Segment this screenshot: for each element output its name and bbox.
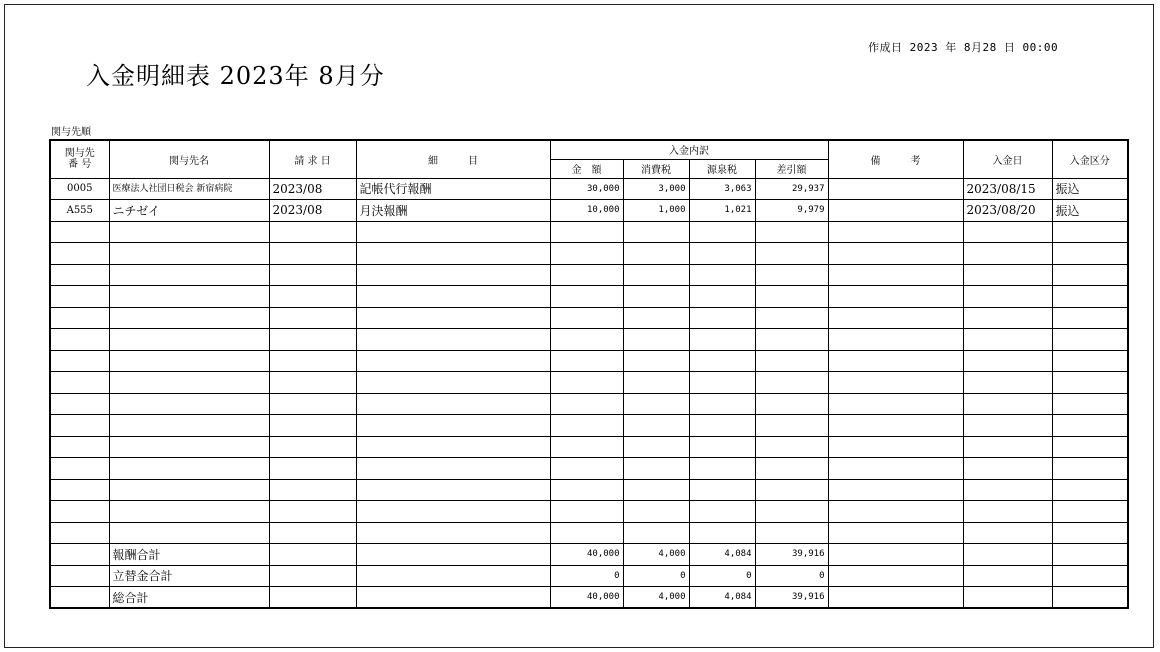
client-no: 0005 (50, 178, 109, 200)
col-client-no: 関与先 番 号 (50, 140, 109, 178)
created-datetime: 作成日 2023 年 8月28 日 00:00 (868, 41, 1059, 54)
total-label: 総合計 (109, 587, 269, 609)
col-item: 細 目 (356, 140, 550, 178)
empty-row (50, 436, 1128, 458)
pay-date: 2023/08/15 (963, 178, 1052, 200)
remarks (828, 200, 963, 222)
total-tax: 4,000 (623, 587, 689, 609)
sort-order-label: 関与先順 (51, 127, 91, 138)
total-withholding: 0 (689, 565, 755, 587)
col-breakdown: 入金内訳 (550, 140, 828, 159)
remarks (828, 178, 963, 200)
total-tax: 4,000 (623, 544, 689, 566)
total-label: 報酬合計 (109, 544, 269, 566)
bill-date: 2023/08 (269, 200, 356, 222)
item: 記帳代行報酬 (356, 178, 550, 200)
empty-row (50, 286, 1128, 308)
net: 9,979 (755, 200, 828, 222)
payment-detail-table (49, 139, 1129, 609)
total-row (50, 544, 1128, 566)
empty-row (50, 415, 1128, 437)
col-net: 差引額 (755, 159, 828, 178)
table-row (50, 178, 1128, 200)
bill-date: 2023/08 (269, 178, 356, 200)
total-amount: 40,000 (550, 587, 623, 609)
total-label: 立替金合計 (109, 565, 269, 587)
empty-row (50, 350, 1128, 372)
withholding: 3,063 (689, 178, 755, 200)
total-row (50, 587, 1128, 609)
pay-type: 振込 (1052, 178, 1128, 200)
client-no: A555 (50, 200, 109, 222)
amount: 10,000 (550, 200, 623, 222)
empty-row (50, 372, 1128, 394)
empty-rows (50, 221, 1128, 544)
col-pay-type: 入金区分 (1052, 140, 1128, 178)
col-client-name: 関与先名 (109, 140, 269, 178)
total-row (50, 565, 1128, 587)
tax: 3,000 (623, 178, 689, 200)
total-net: 39,916 (755, 544, 828, 566)
empty-row (50, 522, 1128, 544)
pay-date: 2023/08/20 (963, 200, 1052, 222)
report-title: 入金明細表 2023年 8月分 (86, 62, 385, 90)
client-name: ニチゼイ (109, 200, 269, 222)
empty-row (50, 329, 1128, 351)
total-net: 39,916 (755, 587, 828, 609)
total-net: 0 (755, 565, 828, 587)
empty-row (50, 501, 1128, 523)
total-amount: 0 (550, 565, 623, 587)
col-amount: 金 額 (550, 159, 623, 178)
item: 月決報酬 (356, 200, 550, 222)
col-withholding: 源泉税 (689, 159, 755, 178)
empty-row (50, 479, 1128, 501)
client-name: 医療法人社団日税会 新宿病院 (109, 178, 269, 200)
empty-row (50, 458, 1128, 480)
table-row (50, 200, 1128, 222)
withholding: 1,021 (689, 200, 755, 222)
empty-row (50, 307, 1128, 329)
amount: 30,000 (550, 178, 623, 200)
net: 29,937 (755, 178, 828, 200)
total-amount: 40,000 (550, 544, 623, 566)
pay-type: 振込 (1052, 200, 1128, 222)
empty-row (50, 243, 1128, 265)
col-remarks: 備 考 (828, 140, 963, 178)
tax: 1,000 (623, 200, 689, 222)
empty-row (50, 221, 1128, 243)
col-pay-date: 入金日 (963, 140, 1052, 178)
col-bill-date: 請 求 日 (269, 140, 356, 178)
col-tax: 消費税 (623, 159, 689, 178)
total-withholding: 4,084 (689, 544, 755, 566)
total-tax: 0 (623, 565, 689, 587)
total-withholding: 4,084 (689, 587, 755, 609)
empty-row (50, 264, 1128, 286)
empty-row (50, 393, 1128, 415)
